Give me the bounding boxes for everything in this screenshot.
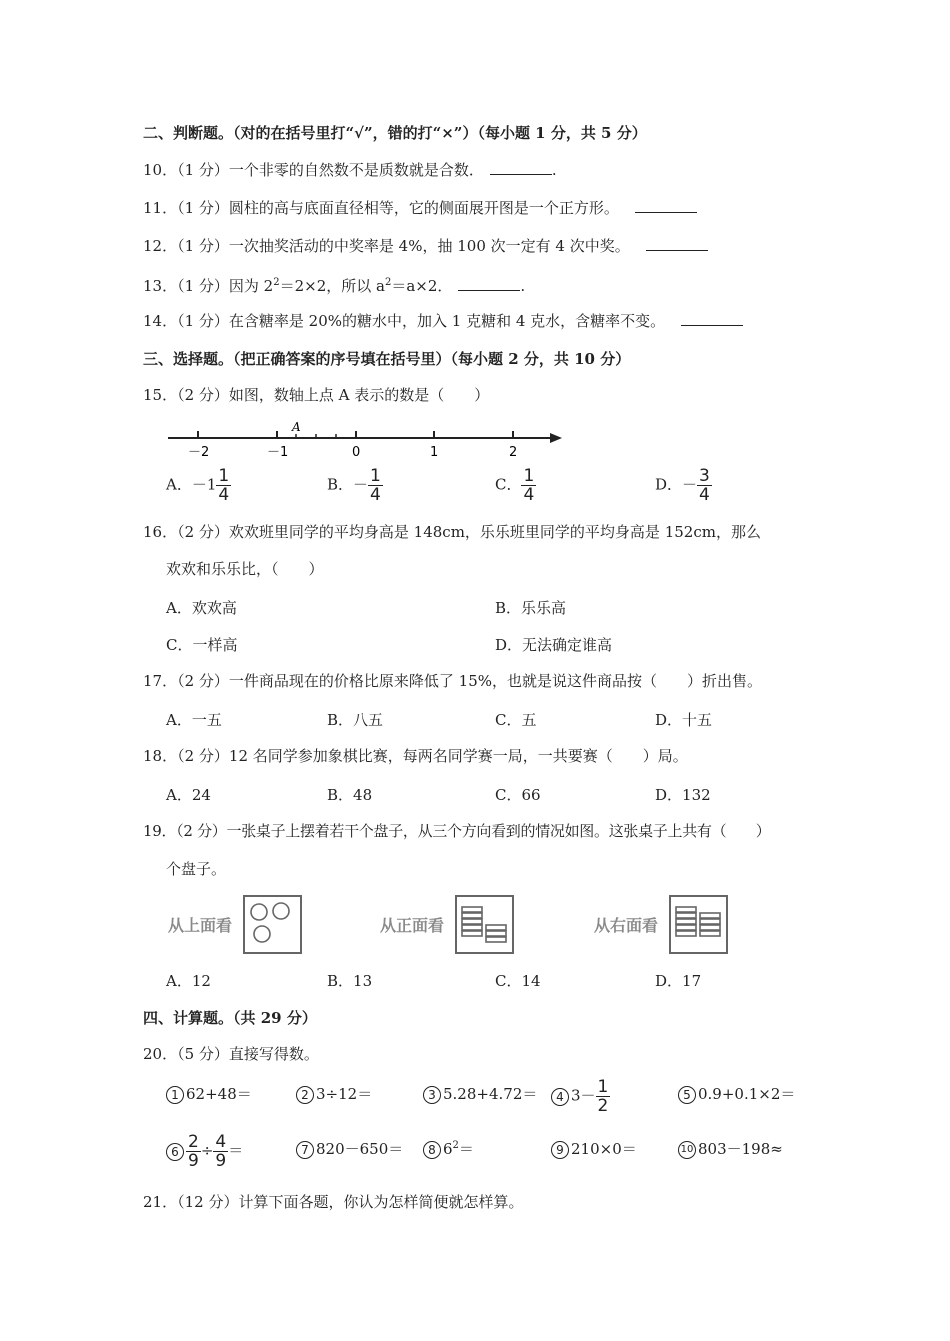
question-12 bbox=[143, 236, 708, 256]
point-a-label: A bbox=[292, 420, 301, 434]
question-16-line2: 欢欢和乐乐比，（ ） bbox=[166, 560, 324, 578]
item-expression: 803－198≈ bbox=[698, 1140, 783, 1158]
calc-item-8 bbox=[423, 1138, 474, 1159]
fraction bbox=[213, 1133, 228, 1170]
question-19-line1: 19．（2 分）一张桌子上摆着若干个盘子，从三个方向看到的情况如图。这张桌子上共有（ ） bbox=[143, 822, 771, 840]
question-13: 13．（1 分）因为 $2^2=2\times 2$，所以 $a^2=a\times 2$． . bbox=[143, 277, 526, 295]
answer-blank[interactable] bbox=[635, 198, 697, 213]
option-b[interactable]: B．八五 bbox=[327, 711, 384, 729]
option-a[interactable]: A．12 bbox=[166, 972, 211, 990]
option-c[interactable]: C．66 bbox=[495, 786, 541, 804]
question-20-text: 20．（5 分）直接写得数。 bbox=[143, 1045, 319, 1063]
answer-blank[interactable] bbox=[458, 276, 520, 291]
item-number: 9 bbox=[551, 1141, 569, 1159]
option-a[interactable] bbox=[166, 467, 231, 504]
item-number: 7 bbox=[296, 1141, 314, 1159]
item-number: 4 bbox=[551, 1088, 569, 1106]
section-choice-heading: 三、选择题。（把正确答案的序号填在括号里）（每小题 2 分，共 10 分） bbox=[143, 350, 631, 368]
denominator: 2 bbox=[597, 1096, 609, 1116]
option-label: B．－ bbox=[327, 475, 369, 494]
option-d[interactable]: D．132 bbox=[655, 786, 711, 804]
question-21-text: 21．（12 分）计算下面各题，你认为怎样简便就怎样算。 bbox=[143, 1193, 524, 1211]
plate-stack-left bbox=[462, 907, 482, 936]
top-view-box bbox=[243, 895, 302, 954]
answer-blank[interactable] bbox=[490, 160, 552, 175]
calc-item-7 bbox=[296, 1138, 403, 1159]
denominator: 4 bbox=[218, 485, 230, 505]
fraction bbox=[186, 1133, 201, 1170]
q13-part: ＝a×2． bbox=[391, 277, 453, 295]
option-b[interactable] bbox=[327, 467, 383, 504]
fraction bbox=[697, 467, 712, 504]
option-c[interactable] bbox=[495, 467, 536, 504]
fraction bbox=[521, 467, 536, 504]
numerator: 1 bbox=[370, 466, 381, 486]
item-number: 1 bbox=[166, 1086, 184, 1104]
item-number: 5 bbox=[678, 1086, 696, 1104]
item-number: 8 bbox=[423, 1141, 441, 1159]
calc-item-6 bbox=[166, 1133, 243, 1170]
option-label: C． bbox=[495, 475, 522, 494]
calc-item-4 bbox=[551, 1078, 610, 1115]
question-11 bbox=[143, 198, 697, 218]
numerator: 1 bbox=[597, 1077, 609, 1097]
denominator: 9 bbox=[215, 1151, 227, 1171]
option-c[interactable]: C．一样高 bbox=[166, 636, 238, 654]
denominator: 4 bbox=[523, 485, 535, 505]
axis-label: －1 bbox=[267, 445, 289, 460]
calc-item-2 bbox=[296, 1083, 372, 1104]
equals: ＝ bbox=[228, 1141, 244, 1160]
numerator: 4 bbox=[215, 1132, 227, 1152]
option-b[interactable]: B．乐乐高 bbox=[495, 599, 567, 617]
plates-top-view bbox=[245, 897, 300, 952]
number-line-figure bbox=[160, 418, 570, 462]
view-label-front: 从正面看 bbox=[380, 916, 445, 935]
numerator: 3 bbox=[699, 466, 710, 486]
item-expression: 62+48＝ bbox=[186, 1085, 252, 1103]
answer-blank[interactable] bbox=[681, 311, 743, 326]
question-10: 10．（1 分）一个非零的自然数不是质数就是合数． . bbox=[143, 161, 557, 179]
item-expression: 6 bbox=[443, 1140, 453, 1158]
numerator: 1 bbox=[218, 466, 230, 486]
fraction bbox=[596, 1078, 611, 1115]
plate-circle bbox=[254, 926, 270, 942]
calc-item-1 bbox=[166, 1083, 252, 1104]
numerator: 2 bbox=[188, 1132, 199, 1152]
plate-circle bbox=[273, 903, 289, 919]
question-15-text: 15．（2 分）如图，数轴上点 A 表示的数是（ ） bbox=[143, 386, 490, 404]
view-label-top: 从上面看 bbox=[168, 916, 233, 935]
item-expression: 5.28+4.72＝ bbox=[443, 1085, 538, 1103]
denominator: 9 bbox=[188, 1151, 199, 1171]
option-d[interactable]: D．无法确定谁高 bbox=[495, 636, 613, 654]
option-c[interactable]: C．14 bbox=[495, 972, 541, 990]
option-a[interactable]: A．一五 bbox=[166, 711, 222, 729]
item-expression: 820－650＝ bbox=[316, 1140, 404, 1158]
number-line-arrow bbox=[550, 433, 562, 443]
exponent: 2 bbox=[452, 1140, 459, 1151]
option-d[interactable]: D．17 bbox=[655, 972, 702, 990]
option-label: A．－1 bbox=[166, 475, 217, 494]
axis-label: 2 bbox=[509, 445, 518, 460]
item-expression: 0.9+0.1×2＝ bbox=[698, 1085, 796, 1103]
calc-item-3 bbox=[423, 1083, 537, 1104]
option-b[interactable]: B．48 bbox=[327, 786, 373, 804]
operator: ÷ bbox=[200, 1141, 214, 1160]
q13-part: ＝2×2，所以 a bbox=[279, 277, 385, 295]
front-view-box bbox=[455, 895, 514, 954]
axis-label: －2 bbox=[188, 445, 210, 460]
view-label-right: 从右面看 bbox=[594, 916, 659, 935]
item-number: 3 bbox=[423, 1086, 441, 1104]
option-d[interactable]: D．十五 bbox=[655, 711, 713, 729]
question-14 bbox=[143, 311, 743, 331]
option-label: D．－ bbox=[655, 475, 698, 494]
fraction bbox=[216, 467, 231, 504]
calc-item-5 bbox=[678, 1083, 795, 1104]
axis-label: 0 bbox=[352, 445, 361, 460]
question-12-text: 12．（1 分）一次抽奖活动的中奖率是 4%，抽 100 次一定有 4 次中奖。 bbox=[143, 237, 630, 255]
q13-exponent: 2 bbox=[384, 277, 392, 288]
axis-label: 1 bbox=[430, 445, 439, 460]
right-view-box bbox=[669, 895, 728, 954]
question-18-text: 18．（2 分）12 名同学参加象棋比赛，每两名同学赛一局，一共要赛（ ）局。 bbox=[143, 747, 688, 765]
section-judge-heading: 二、判断题。（对的在括号里打“√”，错的打“×”）（每小题 1 分，共 5 分） bbox=[143, 124, 647, 142]
option-b[interactable]: B．13 bbox=[327, 972, 373, 990]
item-expression: 3÷12＝ bbox=[316, 1085, 373, 1103]
item-expression: ＝ bbox=[458, 1140, 474, 1158]
option-a[interactable]: A．欢欢高 bbox=[166, 599, 237, 617]
calc-item-9 bbox=[551, 1138, 637, 1159]
option-c[interactable]: C．五 bbox=[495, 711, 537, 729]
item-expression: 3－ bbox=[571, 1086, 596, 1105]
fraction bbox=[368, 467, 383, 504]
calc-item-10 bbox=[678, 1138, 783, 1159]
question-17-text: 17．（2 分）一件商品现在的价格比原来降低了 15%，也就是说这件商品按（ ）折出售。 bbox=[143, 672, 763, 690]
item-number: 10 bbox=[678, 1141, 696, 1159]
plate-stack-right bbox=[700, 913, 720, 936]
plate-stack-right bbox=[486, 925, 506, 942]
question-19-line2: 个盘子。 bbox=[166, 860, 227, 878]
denominator: 4 bbox=[370, 485, 381, 505]
section-calc-heading: 四、计算题。（共 29 分） bbox=[143, 1009, 317, 1027]
question-11-text: 11．（1 分）圆柱的高与底面直径相等，它的侧面展开图是一个正方形。 bbox=[143, 199, 619, 217]
plate-circle bbox=[251, 904, 267, 920]
question-14-text: 14．（1 分）在含糖率是 20%的糖水中，加入 1 克糖和 4 克水，含糖率不变。 bbox=[143, 312, 666, 330]
option-a[interactable]: A．24 bbox=[166, 786, 211, 804]
answer-blank[interactable] bbox=[646, 236, 708, 251]
question-10-text: 10．（1 分）一个非零的自然数不是质数就是合数． bbox=[143, 161, 484, 179]
item-expression: 210×0＝ bbox=[571, 1140, 637, 1158]
plate-stack-left bbox=[676, 907, 696, 936]
q13-exponent: 2 bbox=[273, 277, 280, 288]
denominator: 4 bbox=[699, 485, 710, 505]
numerator: 1 bbox=[523, 466, 535, 486]
plates-right-view bbox=[671, 897, 726, 952]
item-number: 6 bbox=[166, 1143, 184, 1161]
option-d[interactable] bbox=[655, 467, 712, 504]
plates-front-view bbox=[457, 897, 512, 952]
question-16-line1: 16．（2 分）欢欢班里同学的平均身高是 148cm，乐乐班里同学的平均身高是 152cm，那么 bbox=[143, 523, 761, 541]
item-number: 2 bbox=[296, 1086, 314, 1104]
q13-part: 13．（1 分）因为 2 bbox=[143, 277, 274, 295]
